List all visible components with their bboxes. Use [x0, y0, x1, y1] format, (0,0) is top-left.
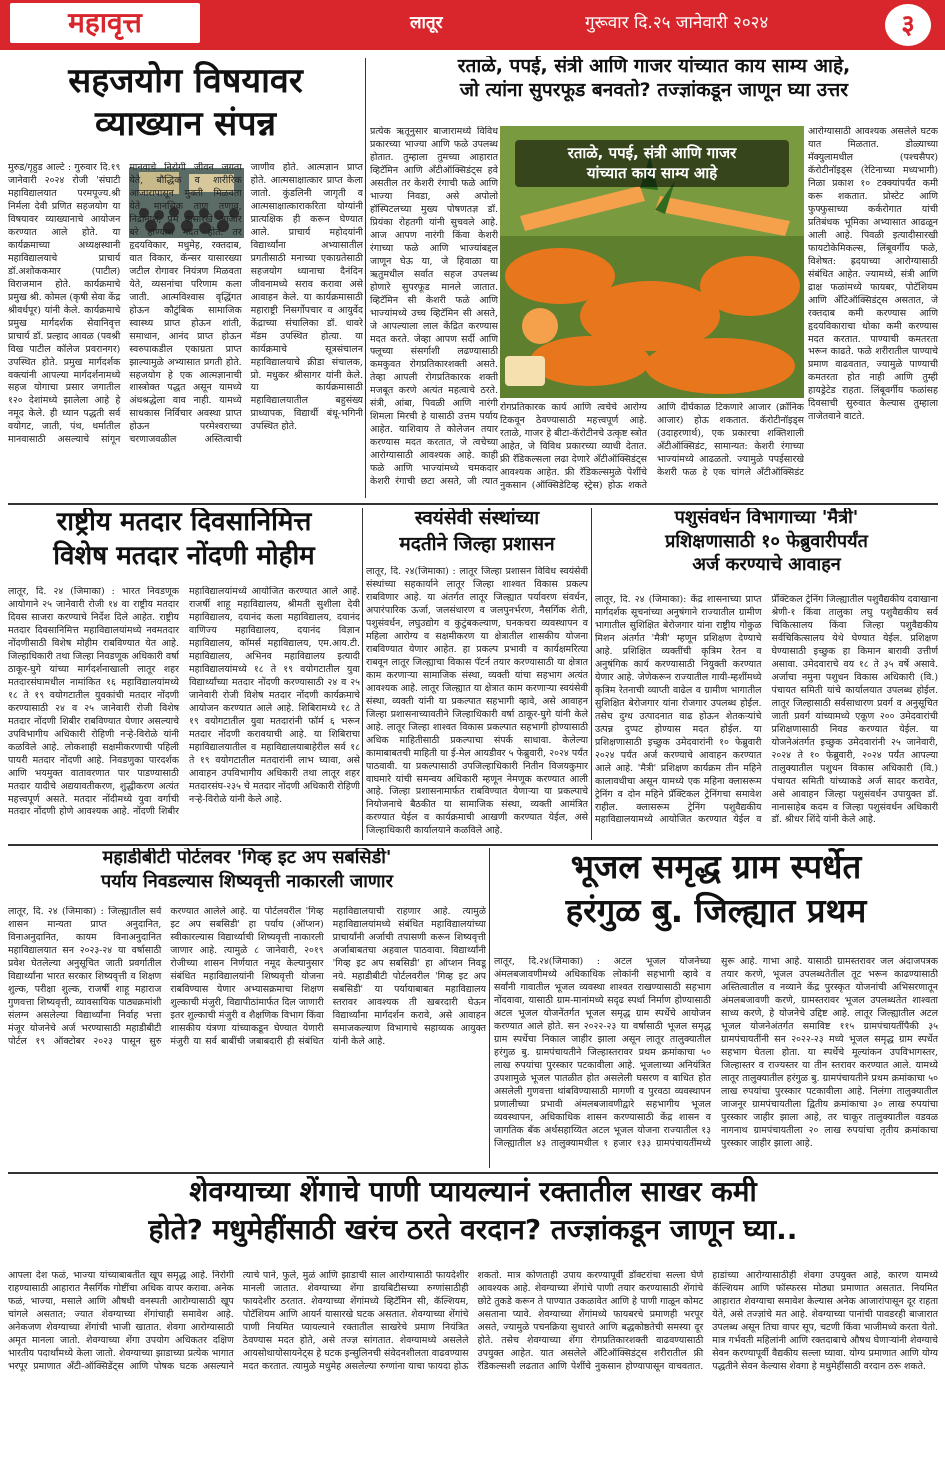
headline-maitri-line3: अर्ज करण्याचे आवाहन	[692, 554, 841, 576]
article-superfood	[370, 56, 938, 500]
divider	[591, 508, 592, 840]
article-sahajyog	[8, 58, 363, 498]
divider	[8, 503, 938, 505]
masthead	[0, 0, 945, 50]
divider	[365, 58, 366, 498]
divider	[8, 1172, 938, 1174]
divider	[489, 848, 490, 1168]
headline-matdar-line2: विशेष मतदार नोंदणी मोहीम	[53, 540, 315, 571]
headline-mahadbt-line2: पर्याय निवडल्यास शिष्यवृत्ती नाकारली जाणार	[101, 870, 393, 892]
headline-superfood-line2: जो त्यांना सुपरफूड बनवतो? तज्ज्ञांकडून जाणून घ्या उत्तर	[459, 78, 849, 101]
article-shevga	[8, 1176, 938, 1479]
headline-maitri-line1: पशुसंवर्धन विभागाच्या 'मैत्री'	[674, 508, 859, 528]
headline-sahajyog-line1: सहजयोग विषयावर	[68, 61, 303, 101]
divider	[362, 508, 363, 840]
body-superfood-left: प्रत्येक ऋतूनुसार बाजारामध्ये विविध प्रकारच्या भाज्या आणि फळे उपलब्ध होतात. तुम्हाला तुमच्या आहारात व्हिटॅमिन आणि अँटीऑक्सिडंट्स हवे असतील तर केशरी रंगाची फळे आणि भाज्या निवडा, असे अपोलो हॉस्पिटलच्या मुख्य पोषणतज्ञ डॉ. प्रियंका रोहतगी यांनी सुचवले आहे. आज आपण नारंगी किंवा केशरी रंगाच्या फळे आणि भाज्यांबद्दल जाणून घेऊ या, जे हिवाळा या ऋतुमधील सर्वात सहज उपलब्ध होणारे सुपरफूड मानले जातात. व्हिटॅमिन सी केशरी फळे आणि भाज्यांमध्ये उच्च व्हिटॅमिन सी असते, जे आपल्याला लाल केंद्रित करण्यास मदत करते. जेव्हा आपण सर्दी आणि फ्लूच्या संसर्गाशी लढण्यासाठी कमकुवत रोगप्रतिकारशक्ती असते. तेव्हा आपली रोगप्रतिकारक शक्ती मजबूत करणे अत्यंत महत्वाचे ठरते. संत्री, आंबा, पिवळी आणि नारंगी शिमला मिरची हे यासाठी उत्तम पर्याय आहेत. याशिवाय ते कोलेजन तयार करण्यास मदत करतात, जे त्वचेच्या आरोग्यासाठी आवश्यक आहे. काही फळे आणि भाज्यांमध्ये चमकदार केशरी रंगाची छटा असते, जी त्यात	[370, 126, 498, 488]
headline-bhujal-line2: हरंगुळ बु. जिल्ह्यात प्रथम	[565, 890, 867, 930]
article-mahadbt	[8, 848, 486, 1168]
article-maitri	[595, 508, 938, 840]
caption-line1: रताळे, पपई, संत्री आणि गाजर	[567, 144, 737, 162]
headline-bhujal-line1: भूजल समृद्ध ग्राम स्पर्धेत	[570, 848, 862, 886]
divider	[8, 844, 938, 846]
headline-shevga-line1: शेवग्याच्या शेंगाचे पाणी प्यायल्यानं रक्तातील साखर कमी	[189, 1176, 757, 1208]
body-superfood-bottom: रोगप्रतिकारक कार्य आणि त्वचेचे आरोग्य टिकवून ठेवण्यासाठी महत्त्वपूर्ण आहे. रताळे, गाजर हे बीटा-कॅरोटीनचे उत्कृष्ट स्त्रोत आहेत, जे विविध प्रकारच्या व्याधी देतात. फ्री रॅडिकल्सला लढा देणारे अँटीऑक्सिडंट्स आवश्यक आहेत. फ्री रॅडिकल्समुळे पेशींचे नुकसान (ऑक्सिडेटिव्ह स्ट्रेस) होऊ शकते आणि दीर्घकाळ टिकणारे आजार (क्रॉनिक आजार) होऊ शकतात. कॅरोटीनॉइड्स (उदाहरणार्थ), एक प्रकारचा शक्तिशाली अँटीऑक्सिडंट, सामान्यत: केशरी रंगाच्या भाज्यांमध्ये आढळतो. ज्यामुळे पपईसारखे केशरी फळ हे एक चांगले अँटीऑक्सिडंट	[500, 402, 804, 491]
body-superfood-right: आरोग्यासाठी आवश्यक असलेले घटक यात मिळतात. डोळ्याच्या मॅक्युलामधील (पश्चसैपर) कॅरोटीनॉइड्स (रेटिनाच्या मध्यभागी) निळा प्रकाश १० टक्क्यांपर्यंत कमी करू शकतात. प्रोस्टेट आणि फुफ्फुसाच्या कर्करोगात यांची प्रतिबंधक भूमिका अभ्यासात आढळून आली आहे. पिवळी इत्यादीसारखी फायटोकेमिकल्स, लिंबूवर्गीय फळे, विशेषत: ह्रदयाच्या आरोग्यासाठी संबंधित आहेत. ज्यामध्ये, संत्री आणि द्राक्ष फळांमध्ये फायबर, पोटॅशियम आणि अँटिऑक्सिडंट्स असतात, जे रक्तदाब कमी करण्यास आणि हृदयविकाराचा धोका कमी करण्यास मदत करतात. पाण्याची कमतरता भरून काढते. फळे शरीरातील पाण्याचे प्रमाण वाढवतात, ज्यामुळे पाण्याची कमतरता होत नाही आणि तुम्ही हायड्रेटेड राहता. लिंबूवर्गीय फळांसह दिवसाची सुरुवात केल्यास तुम्हाला ताजेतवाने वाटते.	[808, 126, 938, 423]
page-number: ३	[885, 4, 931, 46]
superfood-photo	[500, 126, 804, 398]
headline-maitri-line2: प्रशिक्षणासाठी १० फेब्रुवारीपर्यंत	[665, 530, 868, 552]
headline-superfood-line1: रताळे, पपई, संत्री आणि गाजर यांच्यात काय साम्य आहे,	[457, 56, 851, 77]
article-bhujal	[494, 848, 938, 1168]
edition-date: गुरूवार दि.२५ जानेवारी २०२४	[585, 13, 769, 33]
body-maitri: लातूर, दि. २४ (जिमाका): केंद्र शासनाच्या प्राप्त मार्गदर्शक सूचनांच्या अनुषंगाने राज्यातील ग्रामीण भागातील सुशिक्षित बेरोजगार यांना राष्ट्रीय गोकुळ मिशन अंतर्गत 'मैत्री' म्हणून प्रशिक्षण देण्याचे आहे. प्रशिक्षित व्यक्तींची कृत्रिम रेतन व अनुषंगिक कार्य करण्यासाठी नियुक्ती करण्यात येणार आहे. जेणेकरून राज्यातील गायी-म्हशींमध्ये कृत्रिम रेतनाची व्याप्ती वाढेल व ग्रामीण भागातील सुशिक्षित बेरोजगार यांना रोजगार उपलब्ध होईल. तसेच दुग्ध उत्पादनात वाढ होऊन शेतकऱ्यांचे उत्पन्न दुप्पट होण्यास मदत होईल. या प्रशिक्षणासाठी इच्छुक उमेदवारांनी १० फेब्रुवारी २०२४ पर्यंत अर्ज करण्याचे आवाहन करण्यात आले आहे. 'मैत्री' प्रशिक्षण कार्यक्रम तीन महिने कालावधीचा असून यामध्ये एक महिना क्लासरूम ट्रेनिंग व दोन महिने प्रॅक्टिकल ट्रेनिंगचा समावेश राहील. क्लासरूम ट्रेनिंग पशुवैद्यकीय महाविद्यालयामध्ये आयोजित करण्यात येईल व प्रॅक्टिकल ट्रेनिंग जिल्ह्यातील पशुवैद्यकीय दवाखाना श्रेणी-१ किंवा तालुका लघु पशुवैद्यकीय सर्व चिकित्सालय किंवा जिल्हा पशुवैद्यकीय सर्वचिकित्सालय येथे घेण्यात येईल. प्रशिक्षण घेण्यासाठी इच्छुक हा किमान बारावी उत्तीर्ण असावा. उमेदवाराचे वय १८ ते ३५ वर्षे असावे. अर्जाचा नमुना पशुधन विकास अधिकारी (वि.) पंचायत समिती यांचे कार्यालयात उपलब्ध होईल. लातूर जिल्हासाठी सर्वसाधारण प्रवर्ग व अनुसूचित जाती प्रवर्ग यांच्यामध्ये एकूण २०० उमेदवारांची प्रशिक्षणासाठी निवड करण्यात येईल. या योजनेअंतर्गत इच्छुक उमेदवारांनी २५ जानेवारी, २०२४ ते १० फेब्रुवारी, २०२४ पर्यंत आपल्या तालुक्यातील पशुधन विकास अधिकारी (वि.) पंचायत समिती यांच्याकडे अर्ज सादर करावेत, असे आवाहन जिल्हा पशुसंवर्धन उपायुक्त डॉ. नानासाहेब कदम व जिल्हा पशुसंवर्धन अधिकारी डॉ. श्रीधर शिंदे यांनी केले आहे.	[595, 594, 938, 826]
newspaper-logo: महावृत्त	[10, 3, 200, 43]
headline-mahadbt-line1: महाडीबीटी पोर्टलवर 'गिव्ह इट अप सबसिडी'	[102, 848, 392, 868]
edition-city: लातूर	[410, 13, 443, 33]
headline-swayamsevi-line1: स्वयंसेवी संस्थांच्या	[414, 508, 540, 529]
article-matdar	[8, 508, 360, 840]
caption-line2: यांच्यात काय साम्य आहे	[586, 163, 718, 182]
superfood-photo-caption	[515, 140, 789, 187]
body-matdar: लातूर, दि. २४ (जिमाका) : भारत निवडणूक आयोगाने २५ जानेवारी रोजी १४ वा राष्ट्रीय मतदार दिवस साजरा करण्याचे निर्देश दिले आहेत. राष्ट्रीय मतदार दिवसानिमित्त महाविद्यालयांमध्ये नवमतदार नोंदणीसाठी विशेष मोहीम राबविण्यात येत आहे. जिल्हाधिकारी तथा जिल्हा निवडणूक अधिकारी वर्षा ठाकूर-घुगे यांच्या मार्गदर्शनाखाली लातूर शहर मतदारसंघामधील नामांकित १६ महाविद्यालयांमध्ये १८ ते १९ वयोगटातील युवकांची मतदार नोंदणी करण्यासाठी २४ व २५ जानेवारी रोजी विशेष मतदार नोंदणी शिबीर राबविण्यात येणार असल्याचे उपविभागीय अधिकारी रोहिणी नऱ्हे-विरोळे यांनी कळविले आहे. लोकशाही सक्षमीकरणाची पहिली पायरी मतदार नोंदणी आहे. निवडणुका पारदर्शक आणि भयमुक्त वातावरणात पार पाडण्यासाठी मतदार यादीचे अद्ययावतीकरण, शुद्धीकरण अत्यंत महत्त्वपूर्ण असते. मतदार नोंदीमध्ये युवा वर्गाची मतदार नोंदणी होणे आवश्यक आहे. नोंदणी शिबीर महाविद्यालयांमध्ये आयोजित करण्यात आले आहे. राजर्षी शाहू महाविद्यालय, श्रीमती सुशीला देवी महाविद्यालय, दयानंद कला महाविद्यालय, दयानंद वाणिज्य महाविद्यालय, दयानंद विज्ञान महाविद्यालय, कॉमर्स महाविद्यालय, एम.आय.टी. महाविद्यालय, अभिनव महाविद्यालय इत्यादी महाविद्यालयांमध्ये १८ ते १९ वयोगटातील युवा विद्यार्थ्यांच्या मतदार नोंदणी करण्यासाठी २४ व २५ जानेवारी रोजी विशेष मतदार नोंदणी कार्यक्रमाचे आयोजन करण्यात आले आहे. शिबिरामध्ये १८ ते १९ वयोगटातील युवा मतदारांनी फॉर्म ६ भरून मतदार नोंदणी करावयाची आहे. या शिबिराचा महाविद्यालयातील व महाविद्यालयाबाहेरील सर्व १८ ते १९ वयोगटातील मतदारांनी लाभ घ्यावा, असे आवाहन उपविभागीय अधिकारी तथा लातूर शहर मतदारसंघ-२३५ चे मतदार नोंदणी अधिकारी रोहिणी नऱ्हे-विरोळे यांनी केले आहे.	[8, 586, 360, 818]
headline-swayamsevi-line2: मदतीने जिल्हा प्रशासन	[399, 532, 555, 555]
body-mahadbt: लातूर, दि. २४ (जिमाका) : जिल्ह्यातील सर्व शासन मान्यता प्राप्त अनुदानित, विनाअनुदानित, कायम विनाअनुदानित महाविद्यालयात सन २०२३-२४ या वर्षासाठी प्रवेश घेतलेल्या अनुसूचित जाती प्रवर्गातील विद्यार्थ्यांना भारत सरकार शिष्यवृत्ती व शिक्षण शुल्क, परीक्षा शुल्क, राजर्षी शाहू महाराज गुणवत्ता शिष्यवृत्ती, व्यावसायिक पाठ्यक्रमांशी संलग्न असलेल्या विद्यार्थ्यांना निर्वाह भत्ता मंजूर योजनेचे अर्ज भरण्यासाठी महाडीबीटी पोर्टल १९ ऑक्टोबर २०२३ पासून सुरु करण्यात आलेले आहे. या पोर्टलवरील 'गिव्ह इट अप सबसिडी' हा पर्याय (ऑप्शन) स्वीकारल्यास विद्यार्थ्याची शिष्यवृत्ती नाकारली जाणार आहे. त्यामुळे ८ जानेवारी, २०१९ रोजीच्या शासन निर्णयात नमूद केल्यानुसार संबंधित महाविद्यालयांनी शिष्यवृत्ती योजना राबविण्यास येणार अभ्यासक्रमाचा शिक्षण शुल्काची मंजुरी, विद्यापीठांमार्फत दिल जाणारी इतर शुल्काची मंजुरी व शैक्षणिक विभाग किंवा शासकीय यंत्रणा यांच्याकडून घेण्यात येणारी मंजुरी या सर्व बाबींची जबाबदारी ही संबंधित महाविद्यालयाची राहणार आहे. त्यामुळे महाविद्यालयांमध्ये संबंधित महाविद्यालयांच्या प्राचार्यांनी अर्जाची तपासणी करून शिष्यवृत्ती अर्जाबाबतचा अहवाल पाठवावा. विद्यार्थ्यांनी 'गिव्ह इट अप सबसिडी' हा ऑप्शन निवडू नये. महाडीबीटी पोर्टलवरील 'गिव्ह इट अप सबसिडी' या पर्यायाबाबत महाविद्यालय स्तरावर आवश्यक ती खबरदारी घेऊन विद्यार्थ्यांना मार्गदर्शन करावे, असे आवाहन समाजकल्याण विभागाचे सहाय्यक आयुक्त यांनी केले आहे.	[8, 906, 486, 1047]
body-shevga: आपला देश फळं, भाज्या यांच्याबाबतीत खूप समृद्ध आहे. निरोगी राहण्यासाठी आहारात नैसर्गिक गोष्टींचा अधिक वापर करावा. अनेक फळं, भाज्या, मसाले आणि औषधी वनस्पती आरोग्यासाठी खूप चांगले असतात; ज्यात शेवग्याच्या शेंगांचाही समावेश आहे. अनेकजण शेवग्याच्या शेंगांची भाजी खातात. शेवगा आरोग्यासाठी अमृत मानला जातो. शेवग्याच्या शेंगा उपयोग अधिकतर दक्षिण भारतीय पदार्थांमध्ये केला जातो. शेवग्याच्या झाडाच्या प्रत्येक भागात भरपूर प्रमाणात अँटी-ऑक्सिडेंट्स आणि पोषक घटक असल्याने त्याचे पाने, फुले, मुळं आणि झाडाची साल आरोग्यासाठी फायदेशीर मानली जातात. शेवग्याच्या शेंगा डायबिटीसच्या रुग्णांसाठीही फायदेशीर ठरतात. शेवग्याच्या शेंगांमध्ये व्हिटॅमिन सी, कॅल्शियम, पोटॅशियम आणि आयर्न यासारखे घटक असतात. शेवग्याच्या शेंगांचे पाणी नियमित प्यायल्याने रक्तातील साखरेचे प्रमाण नियंत्रित ठेवण्यास मदत होते, असे तज्ज्ञ सांगतात. शेवग्यामध्ये असलेले आयसोथायोसायनेट्स हे घटक इन्सुलिनची संवेदनशीलता वाढवण्यास मदत करतात. त्यामुळे मधुमेह असलेल्या रुग्णांना याचा फायदा होऊ शकतो. मात्र कोणताही उपाय करण्यापूर्वी डॉक्टरांचा सल्ला घेणे आवश्यक आहे. शेवग्याच्या शेंगांचे पाणी तयार करण्यासाठी शेंगांचे छोटे तुकडे करून ते पाण्यात उकळावेत आणि हे पाणी गाळून कोमट असताना प्यावे. शेवग्याच्या शेंगांमध्ये फायबरचे प्रमाणही भरपूर असते, ज्यामुळे पचनक्रिया सुधारते आणि बद्धकोष्ठतेची समस्या दूर होते. तसेच शेवग्याच्या शेंगा रोगप्रतिकारशक्ती वाढवण्यासाठी उपयुक्त आहेत. यात असलेले अँटिऑक्सिडंट्स शरीरातील फ्री रॅडिकल्सशी लढतात आणि पेशींचे नुकसान होण्यापासून वाचवतात. हाडांच्या आरोग्यासाठीही शेवगा उपयुक्त आहे, कारण यामध्ये कॅल्शियम आणि फॉस्फरस मोठ्या प्रमाणात असतात. नियमित आहारात शेवग्याचा समावेश केल्यास अनेक आजारांपासून दूर राहता येते, असे तज्ज्ञांचे मत आहे. शेवग्याच्या पानांची पावडरही बाजारात उपलब्ध असून तिचा वापर सूप, चटणी किंवा भाजीमध्ये करता येतो. मात्र गर्भवती महिलांनी आणि रक्तदाबाचे औषध घेणाऱ्यांनी शेवग्याचे सेवन करण्यापूर्वी वैद्यकीय सल्ला घ्यावा. योग्य प्रमाणात आणि योग्य पद्धतीने सेवन केल्यास शेवगा हे मधुमेहींसाठी वरदान ठरू शकते.	[8, 1270, 938, 1372]
body-sahajyog: मुरुड/गृहुड आल्टे : गुरुवार दि.१९ जानेवारी २०२४ रोजी 'संघाटी महाविद्यालयात परमपूज्य.श्री निर्मला देवी प्रणित सहजयोग या विषयावर व्याख्यानाचे आयोजन करण्यात आले होते. या कार्यक्रमाच्या अध्यक्षस्थानी महाविद्यालयाचे प्राचार्य डॉ.अशोककमार (पाटील) विराजमान होते. कार्यक्रमाचे प्रमुख श्री. कोमल (कृषी सेवा केंद्र श्रीवर्धपूर) यांनी केले. कार्यक्रमाचे प्रमुख मार्गदर्शक सेवानिवृत्त प्राचार्य डॉ. प्रल्हाद आवळ (पवश्री विख पाटील कॉलेज प्रवरानगर) उपस्थित होते. प्रमुख मार्गदर्शक वक्त्यांनी आपल्या मार्गदर्शनामध्ये सहज योगाचा प्रसार जगातील १२० देशांमध्ये झालेला आहे हे नमूद केले. ही ध्यान पद्धती सर्व वयोगट, जाती, पंथ, धर्मातील मानवासाठी असल्याचे सांगून मानवाचे निरोगी जीवन जगता येते, बौद्धिक व शारीरिक आजारापासून मुक्ती मिळवता येते, मानसिक ताण तणाव, निद्रानाश, प्रम यासारखे आजार बरे होण्यास मदत होते. तर हृदयविकार, मधुमेह, रक्तदाब, वात विकार, कॅन्सर यासारख्या जटील रोगावर नियंत्रण मिळवता येते, व्यसनांचा परिणाम कला जाती. आत्मविश्वास वृद्धिंगत होऊन कौटुंबिक सामाजिक स्वास्थ्य प्राप्त होऊन शांती, समाधान, आनंद प्राप्त होऊन स्वरुपाकडील एकाग्रता प्राप्त झाल्यामुळे अभ्यासात प्रगती होते. सहजयोग हे एक आत्मज्ञानाची शास्त्रोक्त पद्धत असून यामध्ये अंधश्रद्धेला वाव नाही. यामध्ये साधकास निर्विचार अवस्था प्राप्त होऊन परमेश्वराच्या चरणाजवळील अस्तित्वाची जाणीव होते. आत्मज्ञान प्राप्त होते. आत्मसाक्षात्कार प्राप्त केला जातो. कुंडलिनी जागृती व आत्मसाक्षात्काराकरिता योग्यांनी प्रात्यक्षिक ही करून घेण्यात आले. प्राचार्य महोदयांनी विद्यार्थ्यांना अभ्यासातील प्रगतीसाठी मनाच्या एकाग्रतेसाठी सहजयोग ध्यानाचा दैनंदिन जीवनामध्ये सराव करावा असे आवाहन केले. या कार्यक्रमासाठी महाराष्ट्री निसर्गोपचार व आयुर्वेद केंद्राच्या संचालिका डॉ. धावरे मॅडम उपस्थित होत्या. या कार्यक्रमाचे सूत्रसंचालन महाविद्यालयाचे क्रीडा संचालक, प्रो. मधुकर श्रीसागर यांनी केले. या कार्यक्रमासाठी महाविद्यालयातील बहुसंख्य प्राध्यापक, विद्यार्थी बंधू-भगिनी उपस्थित होते.	[8, 162, 363, 446]
body-bhujal: लातूर, दि.२४(जिमाका) : अटल भूजल योजनेच्या अंमलबजावणीमध्ये अधिकाधिक लोकांनी सहभागी व्हावे व सर्वांनी गावातील भूजल व्यवस्था शाश्वत राखण्यासाठी सहभाग नोंदवावा, यासाठी ग्राम-मानांमध्ये सदृढ स्पर्धा निर्माण होण्यासाठी अटल भूजल योजनेंतर्गत भूजल समृद्ध ग्राम स्पर्धेचे आयोजन करण्यात आले होते. सन २०२२-२३ या वर्षासाठी भूजल समृद्ध ग्राम स्पर्धेचा निकाल जाहीर झाला असून लातूर तालुक्यातील हरंगुळ बु. ग्रामपंचायतीने जिल्हास्तरावर प्रथम क्रमांकाचा ५० लाख रुपयांचा पुरस्कार पटकावीला आहे. भूजलाच्या अनियंत्रित उपशामुळे भूजल पातळीत होत असलेली घसरण व बाधित होत असलेली गुणवत्ता थांबविण्यासाठी मागणी व पुरवठा व्यवस्थापन प्रणालीच्या प्रभावी अंमलबजावणीद्वारे सहभागीय भूजल व्यवस्थापन, अधिकाधिक शासन करण्यासाठी केंद्र शासन व जागतिक बँक अर्थसहाय्यित अटल भूजल योजना राज्यातील १३ जिल्ह्यातील ४३ तालुक्यामधील १ हजार १३३ ग्रामपंचायतींमध्ये सुरू आहे. गाभा आहे. यासाठी ग्रामस्तरावर जल अंदाजपत्रक तयार करणे, भूजल उपलब्धतेतील तूट भरून काढण्यासाठी अस्तित्वातील व नव्याने केंद्र पुरस्कृत योजनांची अभिसरणातून अंमलबजावणी करणे, ग्रामस्तरावर भूजल उपलब्धतेत शाश्वता साध्य करणे, हे योजनेचे उद्दिष्ट आहे. लातूर जिल्ह्यातील अटल भूजल योजनेअंतर्गत समाविष्ट ११५ ग्रामपंचायतींपैकी ३५ ग्रामपंचायतींनी सन २०२२-२३ मध्ये भूजल समृद्ध ग्राम स्पर्धेत सहभाग घेतला होता. या स्पर्धेचे मूल्यांकन उपविभागस्तर, जिल्हास्तर व राज्यस्तर या तीन स्तरावर करण्यात आले. यामध्ये लातूर तालुक्यातील हरंगुळ बु. ग्रामपंचायतीने प्रथम क्रमांकाचा ५० लाख रुपयांचा पुरस्कार पटकावीला आहे. निलंगा तालुक्यातील जाजनूर ग्रामपंचायतीला द्वितीय क्रमांकाचा ३० लाख रुपयांचा पुरस्कार जाहीर झाला आहे, तर चाकूर तालुक्यातील वडवळ नागनाथ ग्रामपंचायतीला २० लाख रुपयांचा तृतीय क्रमांकाचा पुरस्कार जाहीर झाला आहे.	[494, 956, 938, 1149]
headline-matdar-line1: राष्ट्रीय मतदार दिवसानिमित्त	[56, 508, 312, 537]
body-swayamsevi: लातूर, दि. २४(जिमाका) : लातूर जिल्हा प्रशासन विविध स्वयंसेवी संस्थांच्या सहकार्याने लातूर जिल्हा शाश्वत विकास प्रकल्प राबविणार आहे. या अंतर्गत लातूर जिल्ह्यात पर्यावरण संवर्धन, अपारंपारिक ऊर्जा, जलसंधारण व जलपुनर्भरण, नैसर्गिक शेती, पशुसंवर्धन, लघुउद्योग व कुटुंबकल्याण, घनकचरा व्यवस्थापन व महिला आरोग्य व सक्षमीकरण या क्षेत्रातील शासकीय योजना राबविण्यात येणार आहेत. हा प्रकल्प प्रभावी व कार्यक्षमरित्या राबवून लातूर जिल्ह्याचा विकास पॅटर्न तयार करण्यासाठी या क्षेत्रात काम करणाऱ्या सामाजिक संस्था, व्यक्ती यांचा सहभाग अत्यंत आवश्यक आहे. लातूर जिल्ह्यात या क्षेत्रात काम करणाऱ्या स्वयंसेवी संस्था, व्यक्ती यांनी या प्रकल्पात सहभागी व्हावे, असे आवाहन जिल्हा प्रशासनाच्यावतीने जिल्हाधिकारी वर्षा ठाकूर-घुगे यांनी केले आहे. लातूर जिल्हा शाश्वत विकास प्रकल्पात सहभागी होण्यासाठी अधिक माहितीसाठी प्रकल्पाचा संपर्क साधावा. केलेल्या कामाबाबतची माहिती या ई-मेल आयडीवर ५ फेब्रुवारी, २०२४ पर्यंत पाठवावी. या प्रकल्पासाठी उपजिल्हाधिकारी नितीन विजयकुमार वाघमारे यांची समन्वय अधिकारी म्हणून नेमणूक करण्यात आली आहे. जिल्हा प्रशासनामार्फत राबविण्यात येणाऱ्या या प्रकल्पाचे नियोजनाचे बैठकीत या सामाजिक संस्था, व्यक्ती आमंत्रित करण्यात येईल व कार्यक्रमाची आखणी करण्यात येईल, असे जिल्हाधिकारी कार्यालयाने कळविले आहे.	[366, 566, 588, 837]
headline-shevga-line2: होते? मधुमेहींसाठी खरंच ठरते वरदान? तज्ज्ञांकडून जाणून घ्या..	[148, 1213, 798, 1247]
article-swayamsevi	[366, 508, 588, 840]
headline-sahajyog-line2: व्याख्यान संपन्न	[95, 104, 276, 145]
